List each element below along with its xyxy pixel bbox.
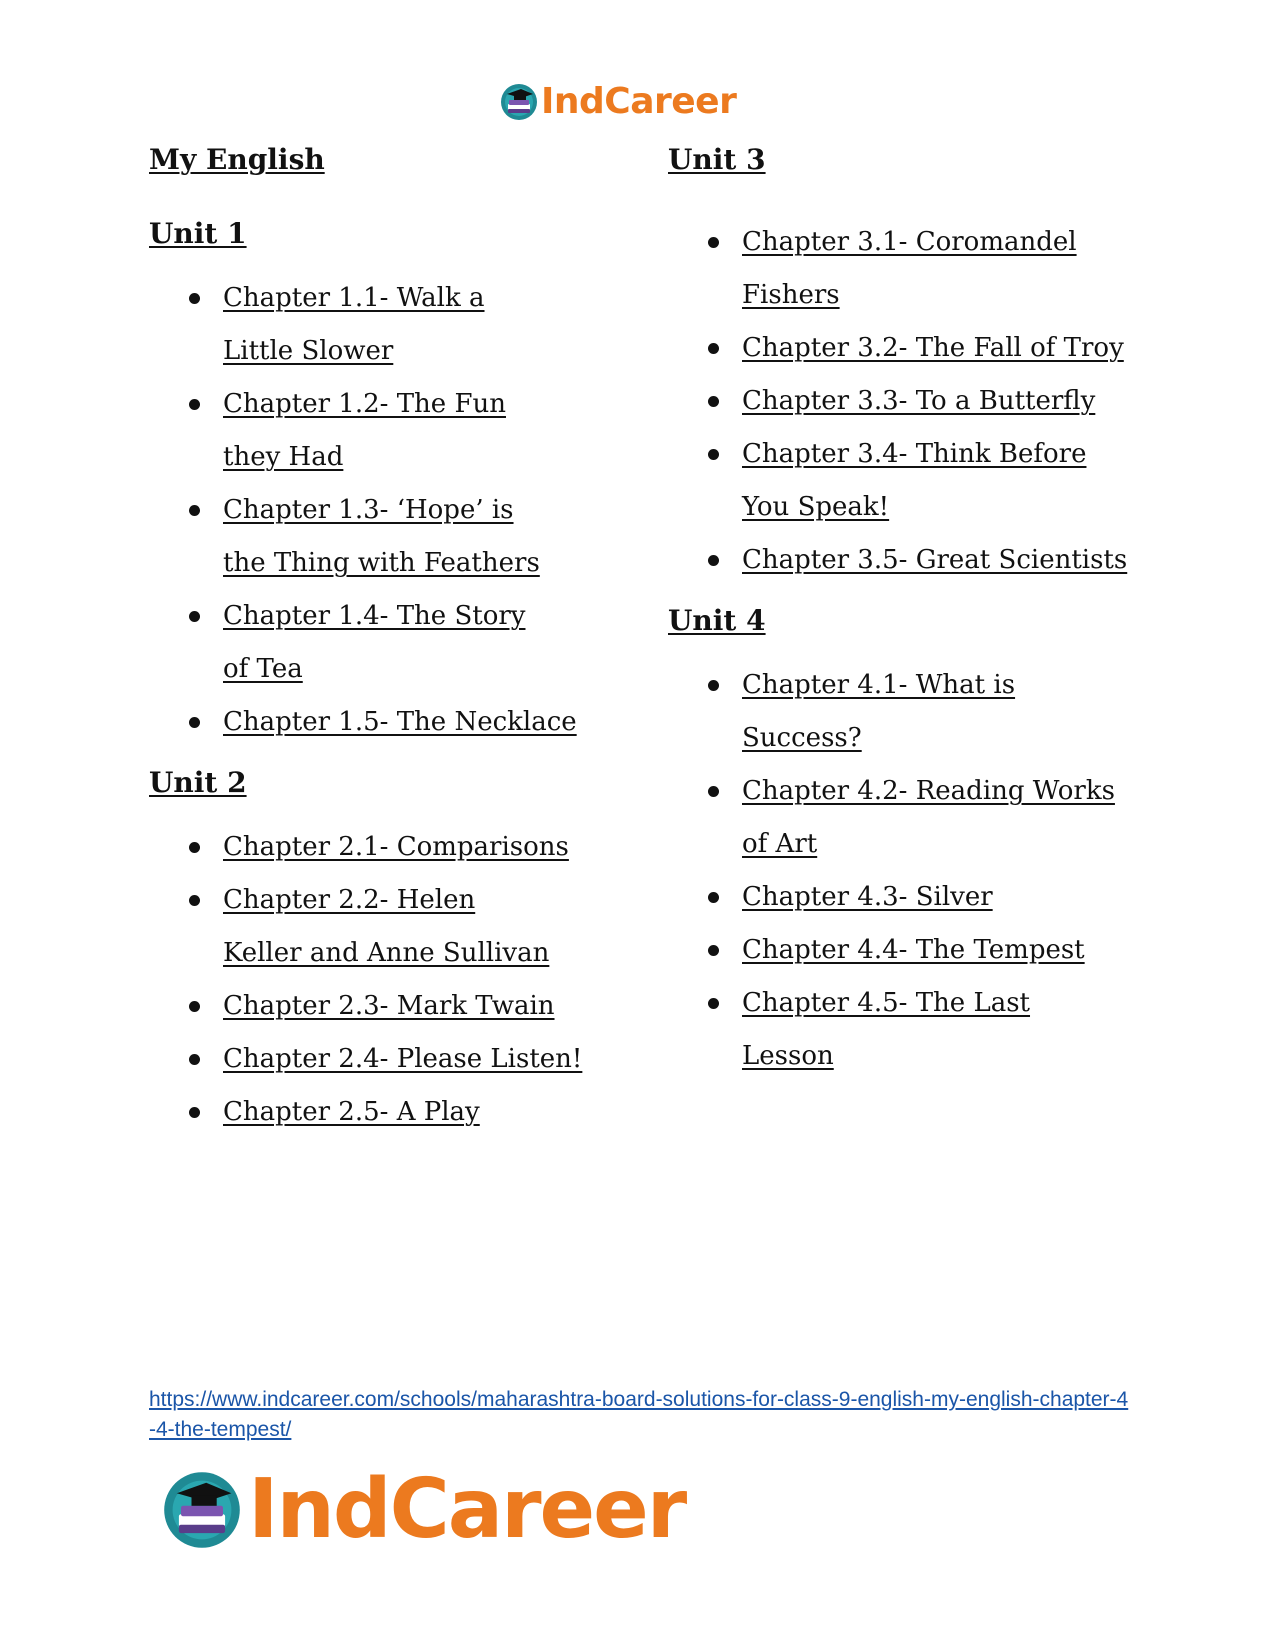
book-graduation-cap-icon: [499, 82, 539, 122]
chapter-link[interactable]: Chapter 1.1- Walk a Little Slower: [223, 283, 485, 366]
list-item: [149, 590, 553, 696]
bullet-icon: [189, 399, 200, 410]
list-item: [149, 874, 553, 980]
book-graduation-cap-icon: [160, 1468, 244, 1552]
footer-url-link[interactable]: https://www.indcareer.com/schools/maharashtra-board-solutions-for-class-9-english-my-english-chapter-4-4-the-tempest/: [149, 1388, 1129, 1441]
list-item: [149, 821, 593, 874]
list-item: [668, 534, 1202, 587]
chapter-list: [668, 659, 1148, 1083]
list-item: [668, 871, 1162, 924]
bullet-icon: [708, 945, 719, 956]
chapter-link[interactable]: Chapter 2.2- Helen Keller and Anne Sullivan: [223, 885, 550, 968]
unit-heading: Unit 4: [668, 604, 766, 637]
list-item: [668, 322, 1162, 375]
list-item: [149, 1086, 603, 1139]
unit-1-section: [149, 216, 619, 749]
chapter-link[interactable]: Chapter 1.2- The Fun they Had: [223, 389, 506, 472]
chapter-link[interactable]: Chapter 3.2- The Fall of Troy: [742, 333, 1124, 363]
brand-logo-top: [499, 80, 736, 124]
brand-name: IndCareer: [541, 81, 737, 122]
chapter-link[interactable]: Chapter 4.2- Reading Works of Art: [742, 776, 1115, 859]
chapter-link[interactable]: Chapter 2.3- Mark Twain: [223, 991, 555, 1021]
list-item: [149, 980, 603, 1033]
bullet-icon: [189, 895, 200, 906]
bullet-icon: [189, 1001, 200, 1012]
chapter-link[interactable]: Chapter 4.1- What is Success?: [742, 670, 1016, 753]
list-item: [668, 216, 1082, 322]
bullet-icon: [189, 611, 200, 622]
bullet-icon: [189, 717, 200, 728]
chapter-link[interactable]: Chapter 3.3- To a Butterfly: [742, 386, 1096, 416]
bullet-icon: [708, 680, 719, 691]
chapter-link[interactable]: Chapter 2.5- A Play: [223, 1097, 480, 1127]
bullet-icon: [189, 1107, 200, 1118]
bullet-icon: [708, 237, 719, 248]
list-item: [668, 659, 1042, 765]
bullet-icon: [708, 396, 719, 407]
document-title: My English: [149, 143, 325, 176]
unit-heading: Unit 3: [668, 143, 766, 176]
bullet-icon: [708, 892, 719, 903]
bullet-icon: [189, 842, 200, 853]
chapter-link[interactable]: Chapter 4.4- The Tempest: [742, 935, 1085, 965]
list-item: [149, 1033, 623, 1086]
chapter-link[interactable]: Chapter 4.5- The Last Lesson: [742, 988, 1031, 1071]
unit-4-section: [668, 603, 1148, 1083]
chapter-link[interactable]: Chapter 3.4- Think Before You Speak!: [742, 439, 1087, 522]
list-item: [149, 378, 553, 484]
brand-name: IndCareer: [248, 1462, 686, 1557]
unit-heading: Unit 1: [149, 217, 247, 250]
chapter-link[interactable]: Chapter 1.5- The Necklace: [223, 707, 577, 737]
list-item: [149, 484, 553, 590]
chapter-list: [149, 272, 619, 749]
bullet-icon: [708, 786, 719, 797]
list-item: [668, 924, 1162, 977]
list-item: [668, 428, 1092, 534]
chapter-link[interactable]: Chapter 4.3- Silver: [742, 882, 993, 912]
brand-logo-bottom: [160, 1462, 686, 1557]
chapter-list: [149, 821, 619, 1139]
bullet-icon: [189, 505, 200, 516]
list-item: [668, 977, 1062, 1083]
bullet-icon: [189, 293, 200, 304]
list-item: [149, 272, 553, 378]
chapter-link[interactable]: Chapter 1.3- ‘Hope’ is the Thing with Feathers: [223, 495, 540, 578]
bullet-icon: [189, 1054, 200, 1065]
bullet-icon: [708, 555, 719, 566]
bullet-icon: [708, 343, 719, 354]
list-item: [668, 375, 1162, 428]
list-item: [149, 696, 593, 749]
bullet-icon: [708, 449, 719, 460]
chapter-link[interactable]: Chapter 2.4- Please Listen!: [223, 1044, 583, 1074]
chapter-link[interactable]: Chapter 3.1- Coromandel Fishers: [742, 227, 1077, 310]
chapter-list: [668, 216, 1148, 587]
unit-3-section: [668, 142, 1148, 587]
unit-2-section: [149, 765, 619, 1139]
unit-heading: Unit 2: [149, 766, 247, 799]
bullet-icon: [708, 998, 719, 1009]
left-column: [149, 142, 619, 1139]
chapter-link[interactable]: Chapter 2.1- Comparisons: [223, 832, 569, 862]
chapter-link[interactable]: Chapter 3.5- Great Scientists: [742, 545, 1128, 575]
list-item: [668, 765, 1122, 871]
chapter-link[interactable]: Chapter 1.4- The Story of Tea: [223, 601, 526, 684]
right-column: [668, 142, 1148, 1083]
